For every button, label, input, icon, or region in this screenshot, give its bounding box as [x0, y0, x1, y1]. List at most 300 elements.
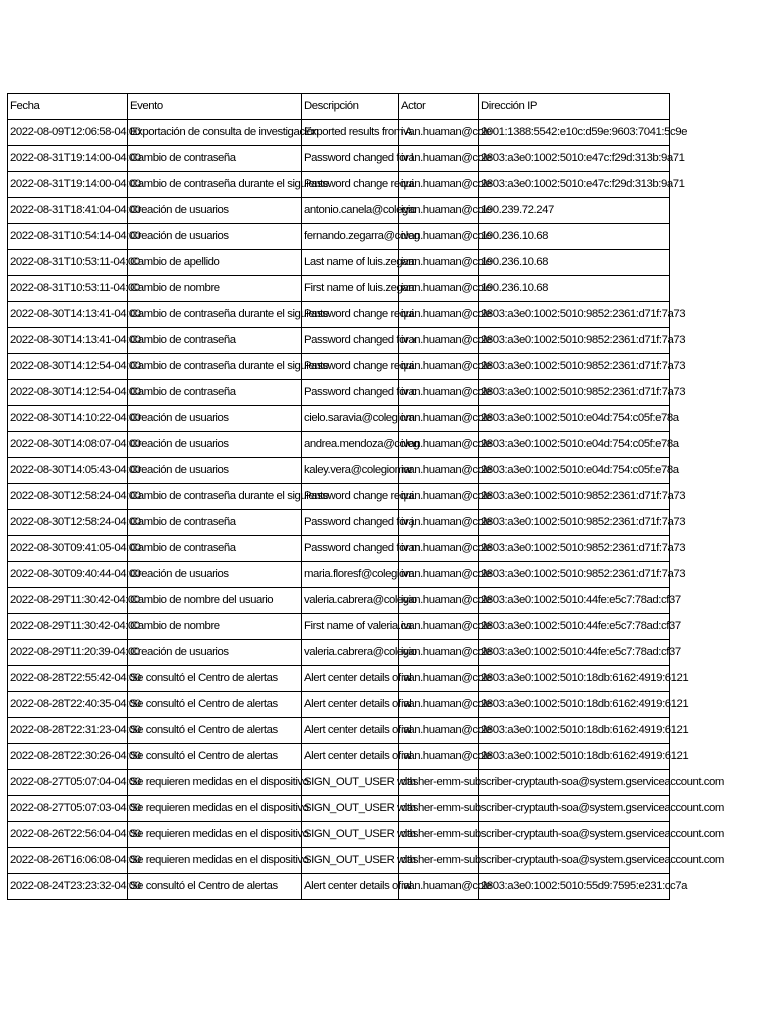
cell-direccion-ip-text: 2803:a3e0:1002:5010:44fe:e5c7:78ad:cf37 [481, 646, 681, 658]
cell-actor-text: ivan.huaman@cole [401, 880, 492, 892]
cell-fecha [8, 432, 141, 458]
cell-actor-text: ivan.huaman@cole [401, 672, 492, 684]
cell-direccion-ip [479, 250, 670, 276]
cell-direccion-ip [479, 744, 689, 770]
cell-actor [399, 822, 724, 848]
cell-direccion-ip-text: 2803:a3e0:1002:5010:9852:2361:d71f:7a73 [481, 516, 686, 528]
cell-evento-text: Se consultó el Centro de alertas [130, 672, 278, 684]
cell-evento [128, 562, 302, 588]
cell-evento [128, 120, 319, 146]
cell-direccion-ip-text: 2803:a3e0:1002:5010:18db:6162:4919:6121 [481, 698, 689, 710]
cell-actor [399, 250, 492, 276]
cell-direccion-ip-text: 2803:a3e0:1002:5010:18db:6162:4919:6121 [481, 672, 689, 684]
cell-direccion-ip [479, 484, 686, 510]
cell-fecha-text: 2022-08-30T14:10:22-04:00 [10, 412, 141, 424]
cell-descripcion [302, 874, 412, 900]
cell-fecha [8, 640, 140, 666]
cell-descripcion-text: Last name of luis.zegarr [304, 256, 415, 268]
cell-descripcion [302, 484, 414, 510]
header-row [8, 94, 670, 120]
table-row [8, 354, 670, 380]
cell-descripcion-text: Alert center details of al [304, 698, 412, 710]
cell-evento-text: Creación de usuarios [130, 412, 229, 424]
cell-descripcion [302, 380, 417, 406]
cell-fecha-text: 2022-08-24T23:23:32-04:00 [10, 880, 141, 892]
cell-fecha-text: 2022-08-28T22:31:23-04:00 [10, 724, 141, 736]
cell-actor [399, 536, 492, 562]
cell-evento-text: Creación de usuarios [130, 568, 229, 580]
cell-actor [399, 588, 492, 614]
cell-fecha-text: 2022-08-26T22:56:04-04:00 [10, 828, 141, 840]
table-row [8, 640, 670, 666]
cell-actor-text: ivan.huaman@cole [401, 126, 492, 138]
cell-actor-text: ivan.huaman@cole [401, 282, 492, 294]
header-actor: Actor [399, 94, 479, 120]
cell-evento [128, 588, 302, 614]
header-fecha: Fecha [8, 94, 128, 120]
cell-evento-text: Cambio de nombre del usuario [130, 594, 274, 606]
cell-evento-text: Cambio de contraseña [130, 152, 236, 164]
cell-direccion-ip-text: 2001:1388:5542:e10c:d59e:9603:7041:5c9e [481, 126, 688, 138]
cell-descripcion-text: SIGN_OUT_USER with [304, 828, 416, 840]
cell-evento [128, 770, 309, 796]
cell-fecha [8, 406, 141, 432]
cell-descripcion-text: Exported results from A [304, 126, 413, 138]
cell-fecha-text: 2022-08-30T14:05:43-04:00 [10, 464, 141, 476]
cell-evento-text: Cambio de contraseña [130, 334, 236, 346]
table-row [8, 120, 670, 146]
cell-fecha [8, 848, 141, 874]
cell-descripcion [302, 302, 414, 328]
cell-descripcion [302, 432, 420, 458]
cell-descripcion [302, 718, 412, 744]
cell-evento [128, 822, 309, 848]
header-direccion-ip: Dirección IP [479, 94, 670, 120]
cell-direccion-ip [479, 640, 681, 666]
cell-fecha-text: 2022-08-30T14:08:07-04:00 [10, 438, 141, 450]
cell-evento [128, 302, 329, 328]
cell-descripcion [302, 822, 416, 848]
cell-direccion-ip-text: 2803:a3e0:1002:5010:e04d:754:c05f:e78a [481, 464, 679, 476]
cell-fecha [8, 354, 141, 380]
cell-direccion-ip-text: 2803:a3e0:1002:5010:44fe:e5c7:78ad:cf37 [481, 620, 681, 632]
cell-fecha [8, 536, 141, 562]
table-row [8, 588, 670, 614]
cell-actor-text: ivan.huaman@cole [401, 724, 492, 736]
table-body [8, 120, 724, 900]
cell-fecha [8, 172, 141, 198]
table-row [8, 848, 670, 874]
cell-descripcion-text: Alert center details of al [304, 880, 412, 892]
cell-evento-text: Se consultó el Centro de alertas [130, 698, 278, 710]
cell-actor-text: ivan.huaman@cole [401, 204, 492, 216]
cell-descripcion [302, 614, 412, 640]
audit-log-sheet [7, 93, 724, 900]
cell-descripcion [302, 276, 415, 302]
cell-actor-text: ivan.huaman@cole [401, 698, 492, 710]
cell-evento [128, 406, 302, 432]
cell-fecha [8, 120, 141, 146]
cell-actor [399, 562, 492, 588]
cell-fecha-text: 2022-08-29T11:20:39-04:00 [10, 646, 140, 658]
cell-fecha-text: 2022-08-31T10:53:11-04:00 [10, 256, 140, 268]
cell-evento-text: Creación de usuarios [130, 204, 229, 216]
cell-actor [399, 510, 492, 536]
cell-direccion-ip-text: 2803:a3e0:1002:5010:55d9:7595:e231:cc7a [481, 880, 688, 892]
cell-actor-text: ivan.huaman@cole [401, 230, 492, 242]
cell-descripcion-text: antonio.canela@colegio [304, 204, 416, 216]
cell-direccion-ip-text: 2803:a3e0:1002:5010:9852:2361:d71f:7a73 [481, 360, 686, 372]
cell-direccion-ip [479, 172, 685, 198]
table-row [8, 380, 670, 406]
cell-actor [399, 354, 492, 380]
cell-evento-text: Creación de usuarios [130, 646, 229, 658]
cell-evento [128, 276, 302, 302]
cell-evento [128, 744, 302, 770]
cell-fecha [8, 302, 141, 328]
table-row [8, 770, 670, 796]
cell-descripcion [302, 770, 416, 796]
cell-actor-text: ivan.huaman@cole [401, 438, 492, 450]
cell-actor [399, 744, 492, 770]
cell-fecha-text: 2022-08-28T22:55:42-04:00 [10, 672, 141, 684]
table-row [8, 666, 670, 692]
cell-actor-text: ivan.huaman@cole [401, 594, 492, 606]
cell-fecha-text: 2022-08-31T19:14:00-04:00 [10, 152, 141, 164]
cell-descripcion [302, 536, 421, 562]
cell-direccion-ip-text: 190.239.72.247 [481, 204, 554, 216]
cell-evento [128, 848, 309, 874]
cell-evento [128, 510, 302, 536]
cell-direccion-ip-text: 2803:a3e0:1002:5010:e04d:754:c05f:e78a [481, 438, 679, 450]
cell-descripcion-text: Password changed for x [304, 334, 417, 346]
cell-evento [128, 432, 302, 458]
cell-evento [128, 692, 302, 718]
cell-descripcion [302, 796, 416, 822]
cell-direccion-ip-text: 2803:a3e0:1002:5010:9852:2361:d71f:7a73 [481, 386, 686, 398]
cell-descripcion [302, 458, 413, 484]
cell-fecha-text: 2022-08-31T19:14:00-04:00 [10, 178, 141, 190]
table-row [8, 692, 670, 718]
cell-evento-text: Cambio de contraseña [130, 516, 236, 528]
cell-descripcion-text: Password change requi [304, 308, 414, 320]
audit-log-table [7, 93, 724, 900]
cell-evento [128, 536, 302, 562]
cell-descripcion-text: Alert center details of al [304, 724, 412, 736]
cell-descripcion-text: Password changed for l [304, 152, 414, 164]
cell-evento-text: Creación de usuarios [130, 230, 229, 242]
cell-fecha [8, 224, 141, 250]
cell-fecha [8, 510, 141, 536]
cell-descripcion-text: fernando.zegarra@coleg [304, 230, 420, 242]
cell-descripcion-text: Password change requi [304, 360, 414, 372]
cell-evento [128, 458, 302, 484]
table-row [8, 224, 670, 250]
cell-direccion-ip [479, 458, 679, 484]
cell-fecha-text: 2022-08-31T10:54:14-04:00 [10, 230, 141, 242]
cell-actor [399, 614, 492, 640]
cell-direccion-ip [479, 146, 685, 172]
cell-direccion-ip-text: 190.236.10.68 [481, 256, 548, 268]
cell-fecha-text: 2022-08-30T12:58:24-04:00 [10, 490, 141, 502]
cell-actor-text: ivan.huaman@cole [401, 334, 492, 346]
cell-fecha-text: 2022-08-29T11:30:42-04:00 [10, 594, 140, 606]
cell-evento-text: Cambio de contraseña durante el siguiente [130, 490, 329, 502]
cell-descripcion-text: Password changed for c [304, 386, 417, 398]
table-row [8, 510, 670, 536]
cell-direccion-ip [479, 614, 681, 640]
cell-direccion-ip-text: 190.236.10.68 [481, 282, 548, 294]
table-row [8, 172, 670, 198]
cell-actor [399, 328, 492, 354]
cell-direccion-ip [479, 120, 688, 146]
table-row [8, 458, 670, 484]
cell-descripcion [302, 250, 415, 276]
cell-fecha [8, 562, 141, 588]
cell-evento [128, 354, 329, 380]
table-row [8, 796, 670, 822]
cell-direccion-ip-text: 190.236.10.68 [481, 230, 548, 242]
cell-descripcion [302, 510, 414, 536]
cell-fecha-text: 2022-08-30T14:12:54-04:00 [10, 360, 141, 372]
cell-descripcion [302, 562, 414, 588]
cell-fecha-text: 2022-08-28T22:30:26-04:00 [10, 750, 141, 762]
cell-descripcion [302, 692, 412, 718]
cell-direccion-ip [479, 406, 679, 432]
cell-descripcion [302, 406, 415, 432]
cell-direccion-ip [479, 302, 686, 328]
cell-actor-text: ivan.huaman@cole [401, 412, 492, 424]
cell-descripcion-text: Password change requi [304, 490, 414, 502]
cell-actor [399, 432, 492, 458]
cell-fecha [8, 770, 141, 796]
cell-actor-text: ivan.huaman@cole [401, 490, 492, 502]
cell-direccion-ip [479, 692, 689, 718]
cell-actor [399, 276, 492, 302]
cell-evento-text: Cambio de contraseña [130, 386, 236, 398]
cell-direccion-ip-text: 2803:a3e0:1002:5010:e47c:f29d:313b:9a71 [481, 152, 685, 164]
cell-descripcion [302, 848, 416, 874]
table-row [8, 874, 670, 900]
cell-fecha-text: 2022-08-28T22:40:35-04:00 [10, 698, 141, 710]
cell-direccion-ip-text: 2803:a3e0:1002:5010:e04d:754:c05f:e78a [481, 412, 679, 424]
cell-direccion-ip-text: 2803:a3e0:1002:5010:9852:2361:d71f:7a73 [481, 308, 686, 320]
cell-evento [128, 380, 302, 406]
cell-evento [128, 666, 302, 692]
cell-actor-text: ivan.huaman@cole [401, 568, 492, 580]
cell-evento [128, 614, 302, 640]
cell-fecha [8, 588, 140, 614]
cell-actor [399, 172, 492, 198]
cell-fecha-text: 2022-08-09T12:06:58-04:00 [10, 126, 141, 138]
cell-evento-text: Cambio de nombre [130, 282, 220, 294]
cell-direccion-ip [479, 198, 670, 224]
cell-descripcion-text: Password changed for m [304, 542, 421, 554]
cell-direccion-ip-text: 2803:a3e0:1002:5010:9852:2361:d71f:7a73 [481, 334, 686, 346]
cell-actor [399, 406, 492, 432]
table-row [8, 536, 670, 562]
cell-evento-text: Cambio de contraseña [130, 542, 236, 554]
cell-fecha [8, 666, 141, 692]
cell-actor [399, 718, 492, 744]
cell-descripcion-text: Alert center details of al [304, 750, 412, 762]
cell-evento-text: Cambio de nombre [130, 620, 220, 632]
cell-direccion-ip [479, 276, 670, 302]
cell-fecha-text: 2022-08-31T18:41:04-04:00 [10, 204, 141, 216]
cell-fecha [8, 484, 141, 510]
cell-direccion-ip [479, 224, 670, 250]
table-row [8, 250, 670, 276]
cell-actor-text: dasher-emm-subscriber-cryptauth-soa@system.gserviceaccount.com [401, 854, 724, 866]
cell-direccion-ip [479, 588, 681, 614]
cell-actor [399, 302, 492, 328]
table-row [8, 276, 670, 302]
cell-evento-text: Cambio de apellido [130, 256, 220, 268]
cell-evento [128, 198, 302, 224]
cell-evento-text: Se requieren medidas en el dispositivo [130, 776, 309, 788]
cell-fecha-text: 2022-08-27T05:07:04-04:00 [10, 776, 141, 788]
table-row [8, 822, 670, 848]
cell-actor-text: ivan.huaman@cole [401, 152, 492, 164]
cell-descripcion [302, 198, 416, 224]
table-row [8, 432, 670, 458]
cell-actor-text: ivan.huaman@cole [401, 464, 492, 476]
cell-actor [399, 770, 724, 796]
cell-descripcion [302, 354, 414, 380]
cell-descripcion-text: SIGN_OUT_USER with [304, 802, 416, 814]
table-row [8, 198, 670, 224]
cell-fecha-text: 2022-08-30T09:40:44-04:00 [10, 568, 141, 580]
cell-direccion-ip-text: 2803:a3e0:1002:5010:9852:2361:d71f:7a73 [481, 568, 686, 580]
cell-actor-text: dasher-emm-subscriber-cryptauth-soa@system.gserviceaccount.com [401, 828, 724, 840]
cell-descripcion [302, 744, 412, 770]
cell-direccion-ip [479, 354, 686, 380]
cell-direccion-ip [479, 874, 688, 900]
cell-direccion-ip [479, 562, 686, 588]
cell-direccion-ip-text: 2803:a3e0:1002:5010:18db:6162:4919:6121 [481, 750, 689, 762]
cell-actor [399, 380, 492, 406]
cell-evento [128, 874, 302, 900]
cell-direccion-ip-text: 2803:a3e0:1002:5010:e47c:f29d:313b:9a71 [481, 178, 685, 190]
cell-descripcion-text: kaley.vera@colegiomar [304, 464, 413, 476]
cell-direccion-ip-text: 2803:a3e0:1002:5010:18db:6162:4919:6121 [481, 724, 689, 736]
cell-descripcion-text: maria.floresf@colegiom [304, 568, 414, 580]
cell-actor-text: ivan.huaman@cole [401, 386, 492, 398]
cell-descripcion-text: Password change requi [304, 178, 414, 190]
cell-actor [399, 146, 492, 172]
cell-actor-text: ivan.huaman@cole [401, 542, 492, 554]
cell-descripcion [302, 172, 414, 198]
cell-descripcion-text: cielo.saravia@colegiom [304, 412, 415, 424]
cell-descripcion-text: Alert center details of al [304, 672, 412, 684]
cell-fecha [8, 276, 140, 302]
cell-descripcion-text: SIGN_OUT_USER with [304, 854, 416, 866]
cell-direccion-ip [479, 510, 686, 536]
cell-fecha [8, 458, 141, 484]
cell-descripcion [302, 120, 413, 146]
cell-descripcion-text: valeria.cabrera@colegio [304, 594, 417, 606]
cell-fecha-text: 2022-08-30T09:41:05-04:00 [10, 542, 141, 554]
cell-actor-text: ivan.huaman@cole [401, 360, 492, 372]
cell-actor [399, 224, 492, 250]
cell-actor [399, 120, 492, 146]
cell-evento-text: Cambio de contraseña durante el siguiente [130, 178, 329, 190]
cell-direccion-ip [479, 718, 689, 744]
cell-actor [399, 458, 492, 484]
cell-actor-text: ivan.huaman@cole [401, 620, 492, 632]
cell-evento [128, 640, 302, 666]
cell-actor-text: ivan.huaman@cole [401, 750, 492, 762]
header-descripcion: Descripción [302, 94, 399, 120]
cell-fecha [8, 146, 141, 172]
cell-evento [128, 146, 302, 172]
table-row [8, 302, 670, 328]
cell-descripcion [302, 224, 420, 250]
cell-evento [128, 172, 329, 198]
cell-evento [128, 224, 302, 250]
cell-fecha [8, 796, 141, 822]
cell-direccion-ip [479, 328, 686, 354]
cell-direccion-ip [479, 380, 686, 406]
cell-fecha-text: 2022-08-30T12:58:24-04:00 [10, 516, 141, 528]
cell-actor-text: ivan.huaman@cole [401, 256, 492, 268]
cell-descripcion [302, 666, 412, 692]
cell-actor [399, 874, 492, 900]
cell-fecha-text: 2022-08-29T11:30:42-04:00 [10, 620, 140, 632]
cell-evento-text: Se requieren medidas en el dispositivo [130, 828, 309, 840]
cell-actor [399, 796, 724, 822]
cell-fecha-text: 2022-08-26T16:06:08-04:00 [10, 854, 141, 866]
cell-descripcion-text: First name of valeria.ca [304, 620, 412, 632]
cell-descripcion-text: valeria.cabrera@colegio [304, 646, 417, 658]
table-row [8, 614, 670, 640]
cell-evento [128, 250, 302, 276]
table-row [8, 484, 670, 510]
cell-descripcion-text: First name of luis.zegarr [304, 282, 415, 294]
cell-descripcion [302, 328, 417, 354]
table-row [8, 406, 670, 432]
cell-direccion-ip-text: 2803:a3e0:1002:5010:9852:2361:d71f:7a73 [481, 490, 686, 502]
cell-evento-text: Se consultó el Centro de alertas [130, 750, 278, 762]
cell-evento [128, 718, 302, 744]
cell-descripcion [302, 588, 417, 614]
cell-fecha [8, 744, 141, 770]
cell-actor-text: ivan.huaman@cole [401, 646, 492, 658]
cell-evento-text: Cambio de contraseña durante el siguiente [130, 308, 329, 320]
cell-evento-text: Se requieren medidas en el dispositivo [130, 854, 309, 866]
cell-evento-text: Cambio de contraseña durante el siguiente [130, 360, 329, 372]
cell-actor-text: ivan.huaman@cole [401, 178, 492, 190]
cell-descripcion-text: Password changed for j [304, 516, 414, 528]
table-row [8, 562, 670, 588]
cell-fecha-text: 2022-08-30T14:12:54-04:00 [10, 386, 141, 398]
cell-descripcion [302, 640, 417, 666]
table-row [8, 744, 670, 770]
cell-evento-text: Creación de usuarios [130, 464, 229, 476]
cell-actor-text: ivan.huaman@cole [401, 516, 492, 528]
cell-direccion-ip [479, 536, 686, 562]
cell-evento [128, 796, 309, 822]
cell-fecha [8, 692, 141, 718]
cell-fecha [8, 198, 141, 224]
table-row [8, 328, 670, 354]
cell-descripcion-text: SIGN_OUT_USER with [304, 776, 416, 788]
cell-fecha-text: 2022-08-31T10:53:11-04:00 [10, 282, 140, 294]
cell-actor-text: dasher-emm-subscriber-cryptauth-soa@system.gserviceaccount.com [401, 776, 724, 788]
cell-fecha-text: 2022-08-30T14:13:41-04:00 [10, 334, 141, 346]
cell-actor [399, 640, 492, 666]
cell-evento-text: Creación de usuarios [130, 438, 229, 450]
